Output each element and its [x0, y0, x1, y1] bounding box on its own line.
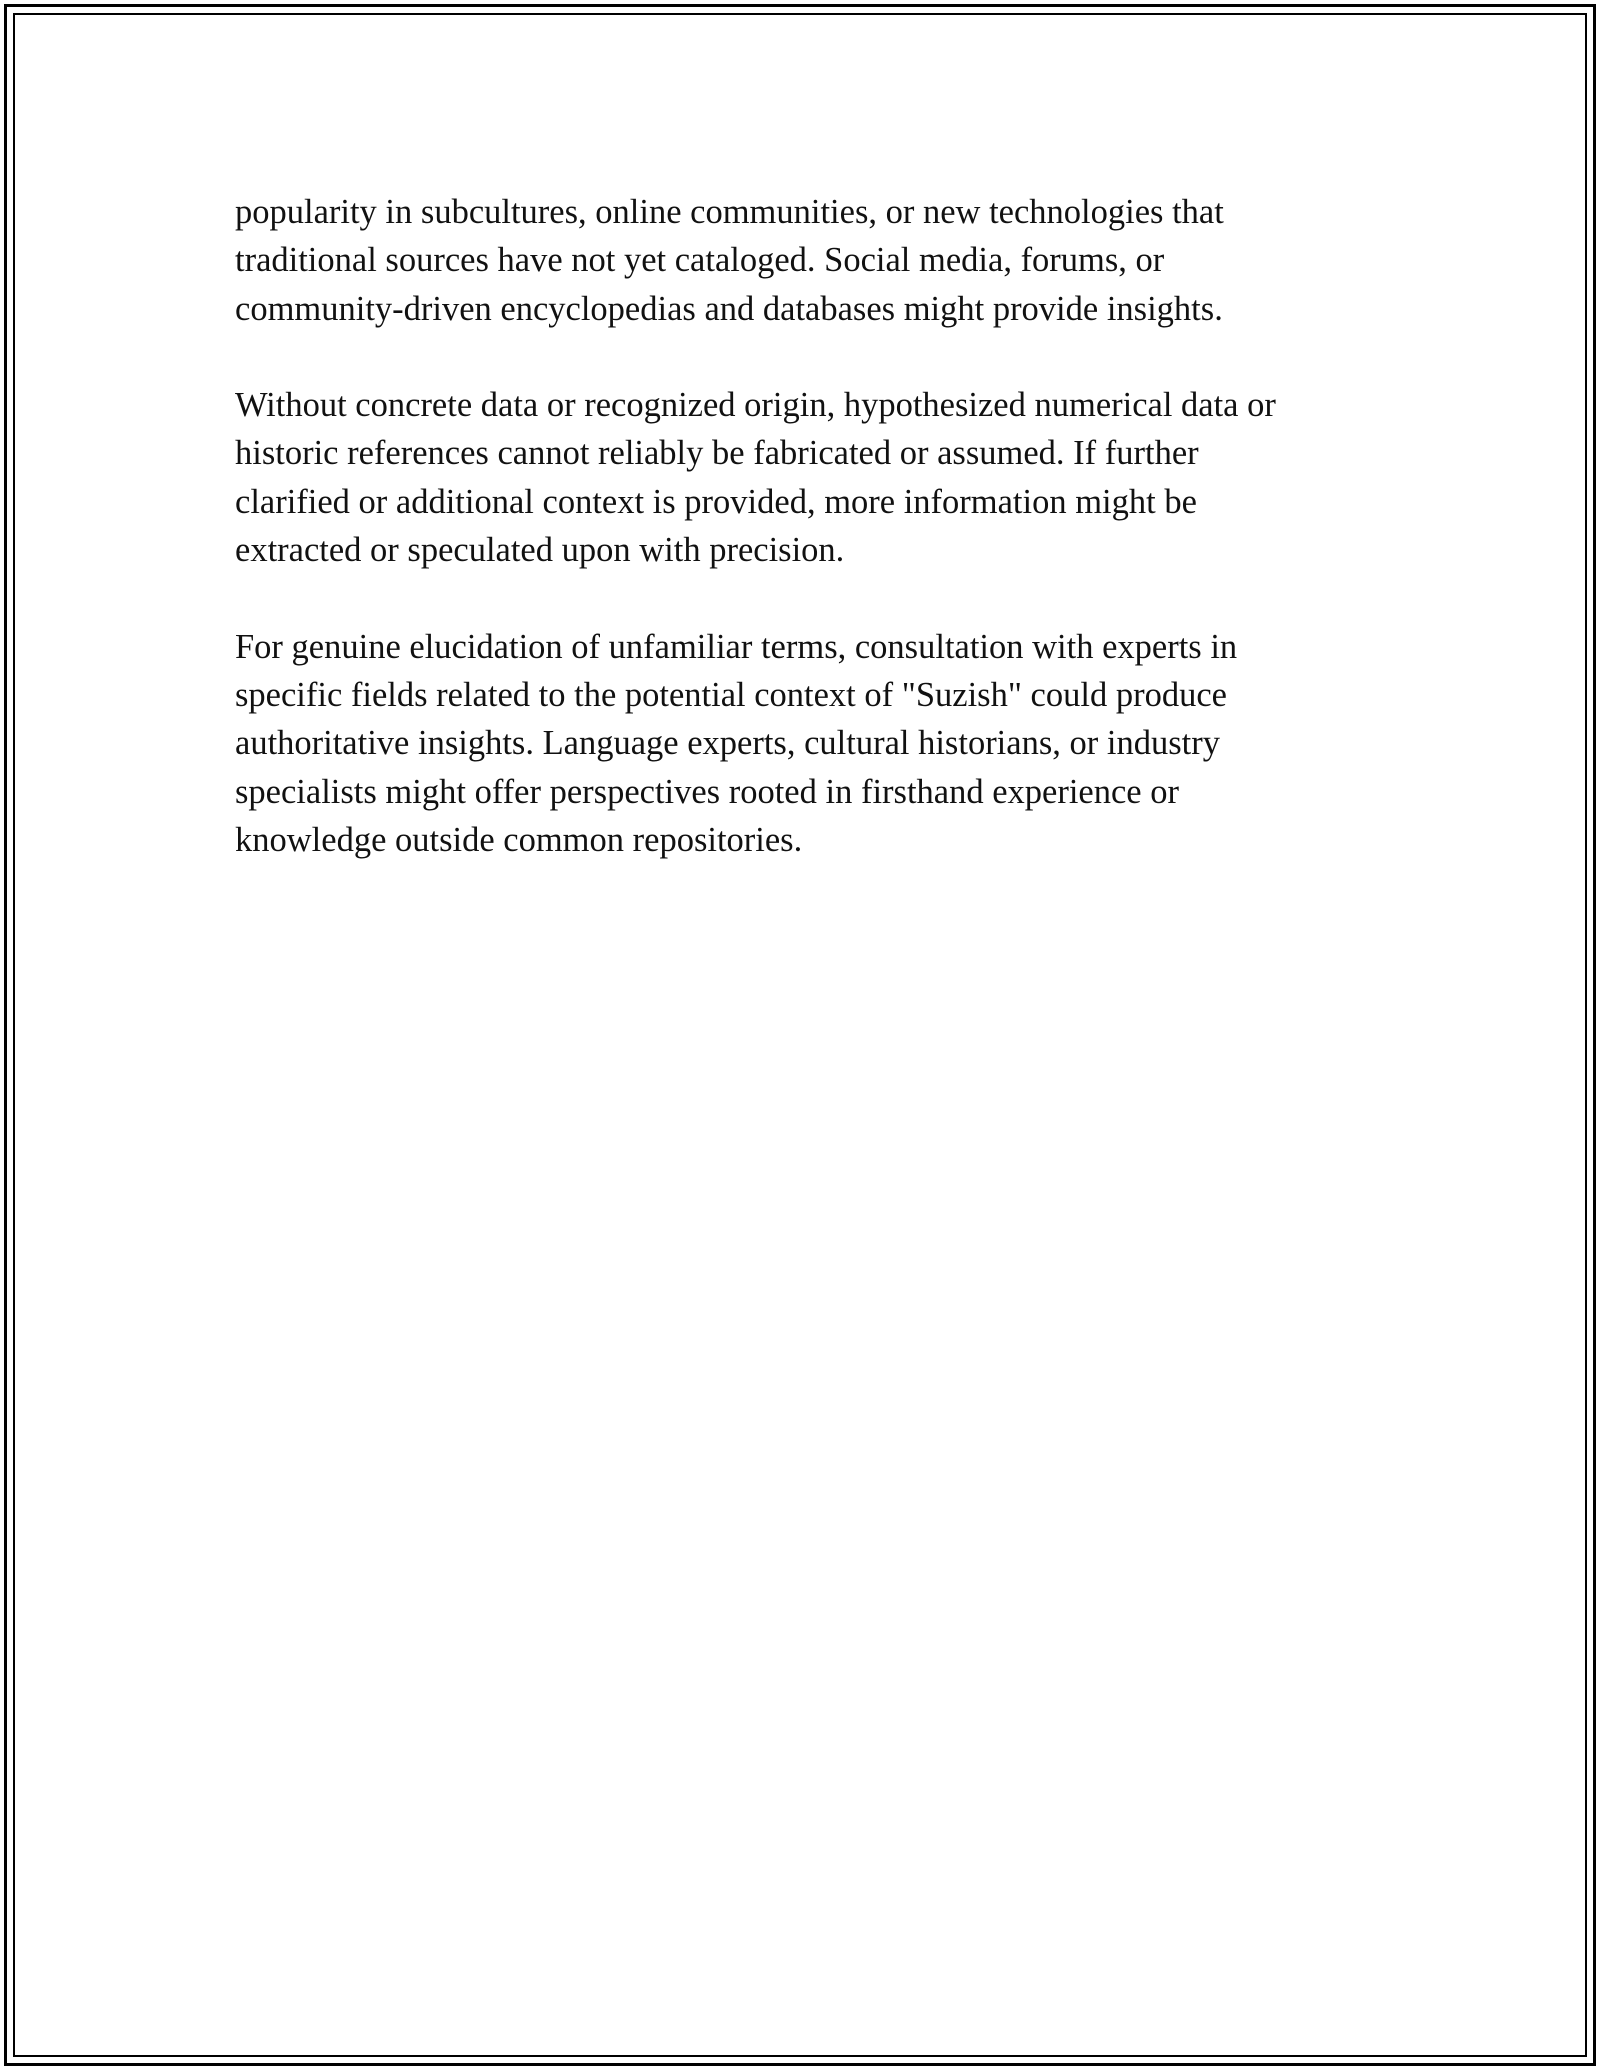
paragraph-2: Without concrete data or recognized origin, hypothesized numerical data or historic references cannot reliably be fabricated or assumed. If further clarified or additional context is provided, more information might be extracted or speculated upon with precision. [235, 386, 1276, 570]
paragraph-1: popularity in subcultures, online communities, or new technologies that traditional sources have not yet cataloged. Social media, forums, or community-driven encyclopedias and databases might provide insights. [235, 193, 1224, 328]
document-body [235, 188, 1385, 912]
paragraph-3: For genuine elucidation of unfamiliar terms, consultation with experts in specific fields related to the potential context of "Suzish" could produce authoritative insights. Language experts, cultural historians, or industry specialists might offer perspectives rooted in firsthand experience or knowledge outside common repositories. [235, 627, 1238, 859]
